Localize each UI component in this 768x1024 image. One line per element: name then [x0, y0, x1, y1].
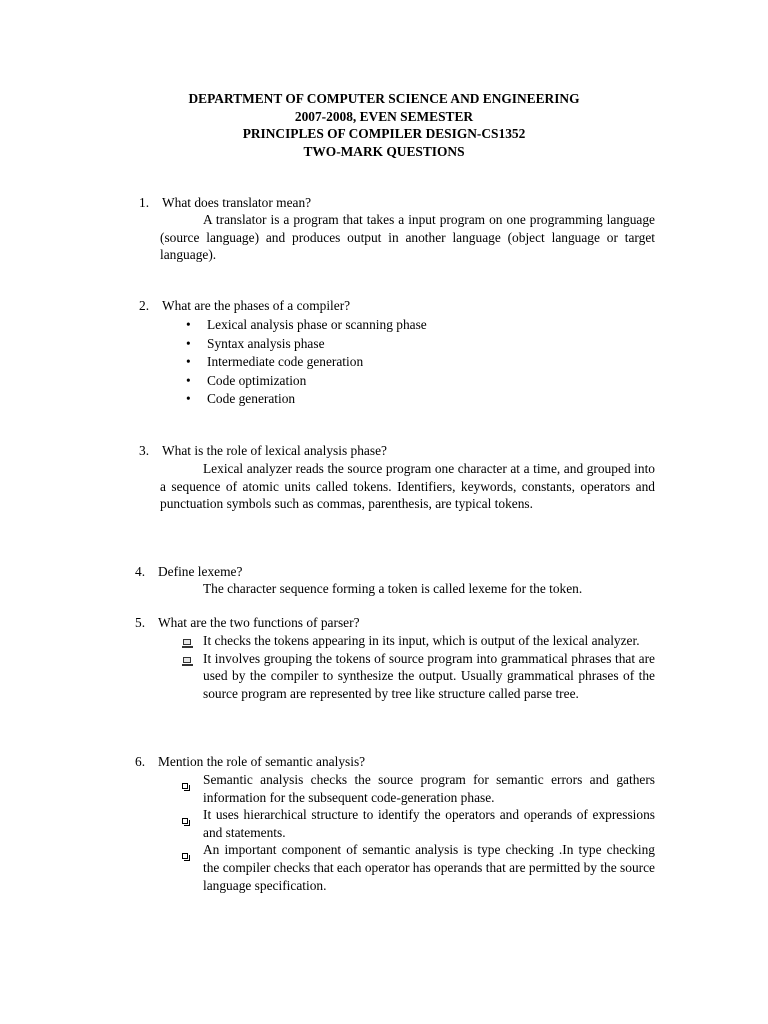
parser-function-list [182, 632, 655, 702]
department-title: DEPARTMENT OF COMPUTER SCIENCE AND ENGINEERING [188, 91, 580, 106]
question-number: 6. [135, 754, 146, 769]
semantic-analysis-list [182, 771, 655, 894]
question-number: 5. [135, 615, 146, 630]
question-number: 1. [139, 195, 150, 210]
list-item: It uses hierarchical structure to identify the operators and operands of expressions and statements. [182, 806, 655, 841]
question-number: 3. [139, 443, 150, 458]
bullet-icon: • [186, 354, 191, 370]
computer-icon [182, 653, 193, 671]
list-item: • Code optimization [186, 372, 427, 391]
list-item: Semantic analysis checks the source program for semantic errors and gathers information for the subsequent code-generation phase. [182, 771, 655, 806]
question-text: What is the role of lexical analysis phase? [162, 443, 387, 458]
list-item: • Code generation [186, 390, 427, 409]
course-title: PRINCIPLES OF COMPILER DESIGN-CS1352 [242, 126, 526, 141]
bullet-icon: • [186, 335, 191, 351]
phase-list [186, 316, 427, 409]
section-title: TWO-MARK QUESTIONS [303, 143, 465, 159]
list-item: • Syntax analysis phase [186, 335, 427, 354]
answer-text: Lexical analyzer reads the source program one character at a time, and grouped into a sequence of atomic units called tokens. Identifiers, keywords, constants, operators and punctuation symbols such as commas, parenthesis, are typical tokens. [160, 461, 655, 512]
question-text: What are the two functions of parser? [158, 615, 360, 630]
question-number: 4. [135, 564, 146, 579]
list-item: It involves grouping the tokens of source program into grammatical phrases that are used by the compiler to synthesize the output. Usually grammatical phrases of the source program are represented by tree like structure called parse tree. [182, 650, 655, 703]
list-item: • Lexical analysis phase or scanning phase [186, 316, 427, 335]
question-text: Mention the role of semantic analysis? [158, 754, 366, 769]
checkbox-bullet-icon [182, 846, 188, 864]
semester-line: 2007-2008, EVEN SEMESTER [294, 108, 474, 124]
list-item: • Intermediate code generation [186, 353, 427, 372]
list-item: An important component of semantic analysis is type checking .In type checking the compiler checks that each operator has operands that are permitted by the source language specification. [182, 841, 655, 894]
checkbox-bullet-icon [182, 811, 188, 829]
question-number: 2. [139, 298, 150, 313]
bullet-icon: • [186, 317, 191, 332]
question-text: What are the phases of a compiler? [162, 298, 351, 313]
question-text: Define lexeme? [158, 564, 243, 579]
question-text: What does translator mean? [162, 195, 312, 210]
checkbox-bullet-icon [182, 776, 188, 794]
bullet-icon: • [186, 372, 191, 388]
document-header [0, 90, 768, 160]
bullet-icon: • [186, 391, 191, 407]
answer-text: A translator is a program that takes a input program on one programming language (source language) and produces output in another language (object language or target language). [160, 212, 655, 263]
answer-text: The character sequence forming a token is called lexeme for the token. [203, 581, 583, 596]
list-item: It checks the tokens appearing in its input, which is output of the lexical analyzer. [182, 632, 655, 650]
